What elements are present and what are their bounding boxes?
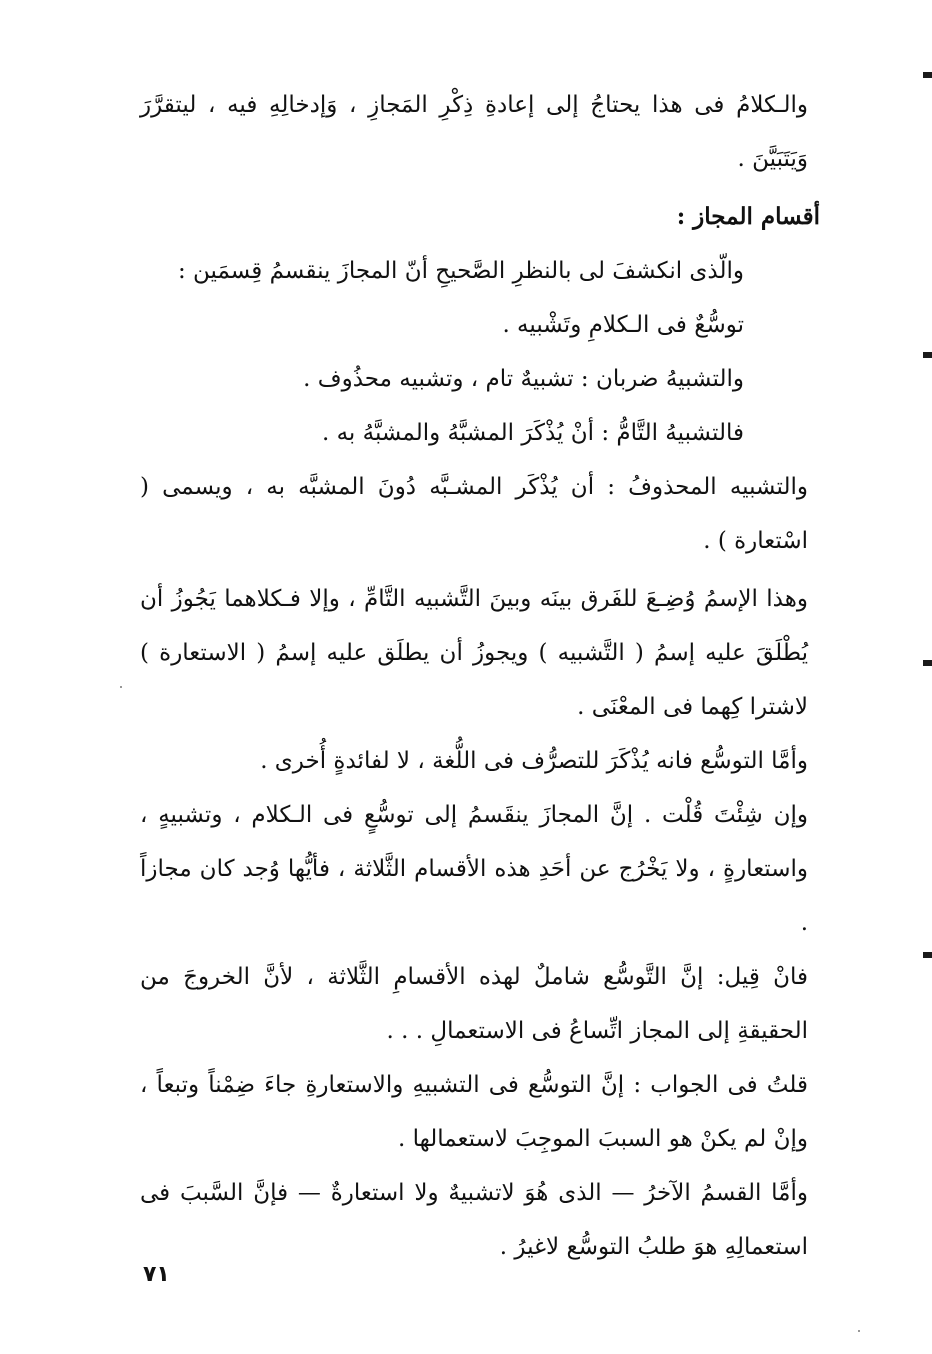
margin-mark — [923, 660, 932, 666]
paragraph-types: توسُّعٌ فى الـكلامِ وتَشْبيه . — [502, 312, 744, 338]
paragraph-expansion: وأمَّا التوسُّع فانه يُذْكَرَ للتصرُّف فى اللُّغة ، لا لفائدةٍ أُخرى . — [260, 748, 808, 774]
margin-mark — [923, 72, 932, 78]
paragraph-complete-simile: فالتشبيهُ التَّامُّ : أنْ يُذْكَرَ المشبَّهُ والمشبَّهُ به . — [321, 420, 744, 446]
paragraph-other-division: وأمَّا القسمُ الآخرُ — الذى هُوَ لاتشبيهٌ ولا استعارةٌ — فإنَّ السَّببَ فى استعمالِهِ هوَ طلبُ التوسُّع لاغيرُ . — [140, 1180, 808, 1260]
paragraph-three-divisions: وإن شِئْتَ قُلْت . إنَّ المجازَ ينقَسمُ إلى توسُّعٍ فى الـكلام ، وتشبيهٍ ، واستعارةٍ ، ولا يَخْرُج عن أحَدِ هذه الأقسام الثَّلاثة ، فأيُّها وُجد كان مجازاً . — [140, 802, 808, 936]
paragraph-naming: وهذا الإسمُ وُضِـعَ للفَرق بينَه وبينَ التَّشبيه التَّامِّ ، وإلا فـكلاهما يَجُوزُ أن يُطْلَقَ عليه إسمُ ( التَّشبيه ) ويجوزُ أن يطلَق عليه إسمُ ( الاستعارة ) لاشترا كِهما فى المعْنَى . — [140, 586, 808, 720]
scan-speck — [858, 1330, 860, 1332]
page-number: ٧١ — [143, 1262, 170, 1287]
paragraph-division: والّذى انكشفَ لى بالنظرِ الصَّحيحِ أنّ المجازَ ينقسمُ قِسمَين : — [177, 258, 744, 284]
paragraph-intro: والـكلامُ فى هذا يحتاجُ إلى إعادةِ ذِكْرِ المَجازِ ، وَإدخالِهِ فيه ، ليتقرَّرَ وَيَتَبَيَّنَ . — [140, 92, 808, 172]
section-heading: أقسام المجاز : — [676, 203, 820, 230]
paragraph-elided-simile: والتشبيه المحذوفُ : أن يُذْكَر المشـبَّه دُونَ المشبَّه به ، ويسمى ( اسْتعارة ) . — [140, 474, 808, 554]
margin-mark — [923, 952, 932, 958]
margin-mark — [923, 352, 932, 358]
page-body — [140, 78, 820, 1274]
paragraph-answer: قلتُ فى الجواب : إنَّ التوسُّع فى التشبيهِ والاستعارةِ جاءَ ضِمْناً وتبعاً ، وإنْ لم يكنْ هو السببَ الموجِبَ لاستعمالها . — [140, 1072, 808, 1152]
paragraph-objection: فانْ قِيل: إنَّ التَّوسُّع شاملٌ لهذه الأقسامِ الثَّلاثة ، لأنَّ الخروجَ من الحقيقةِ إلى المجاز اتِّساعُ فى الاستعمالِ . . . — [140, 964, 808, 1044]
scan-speck — [120, 686, 122, 688]
paragraph-simile-kinds: والتشبيهُ ضربان : تشبيهٌ تام ، وتشبيه محذُوف . — [303, 366, 744, 392]
